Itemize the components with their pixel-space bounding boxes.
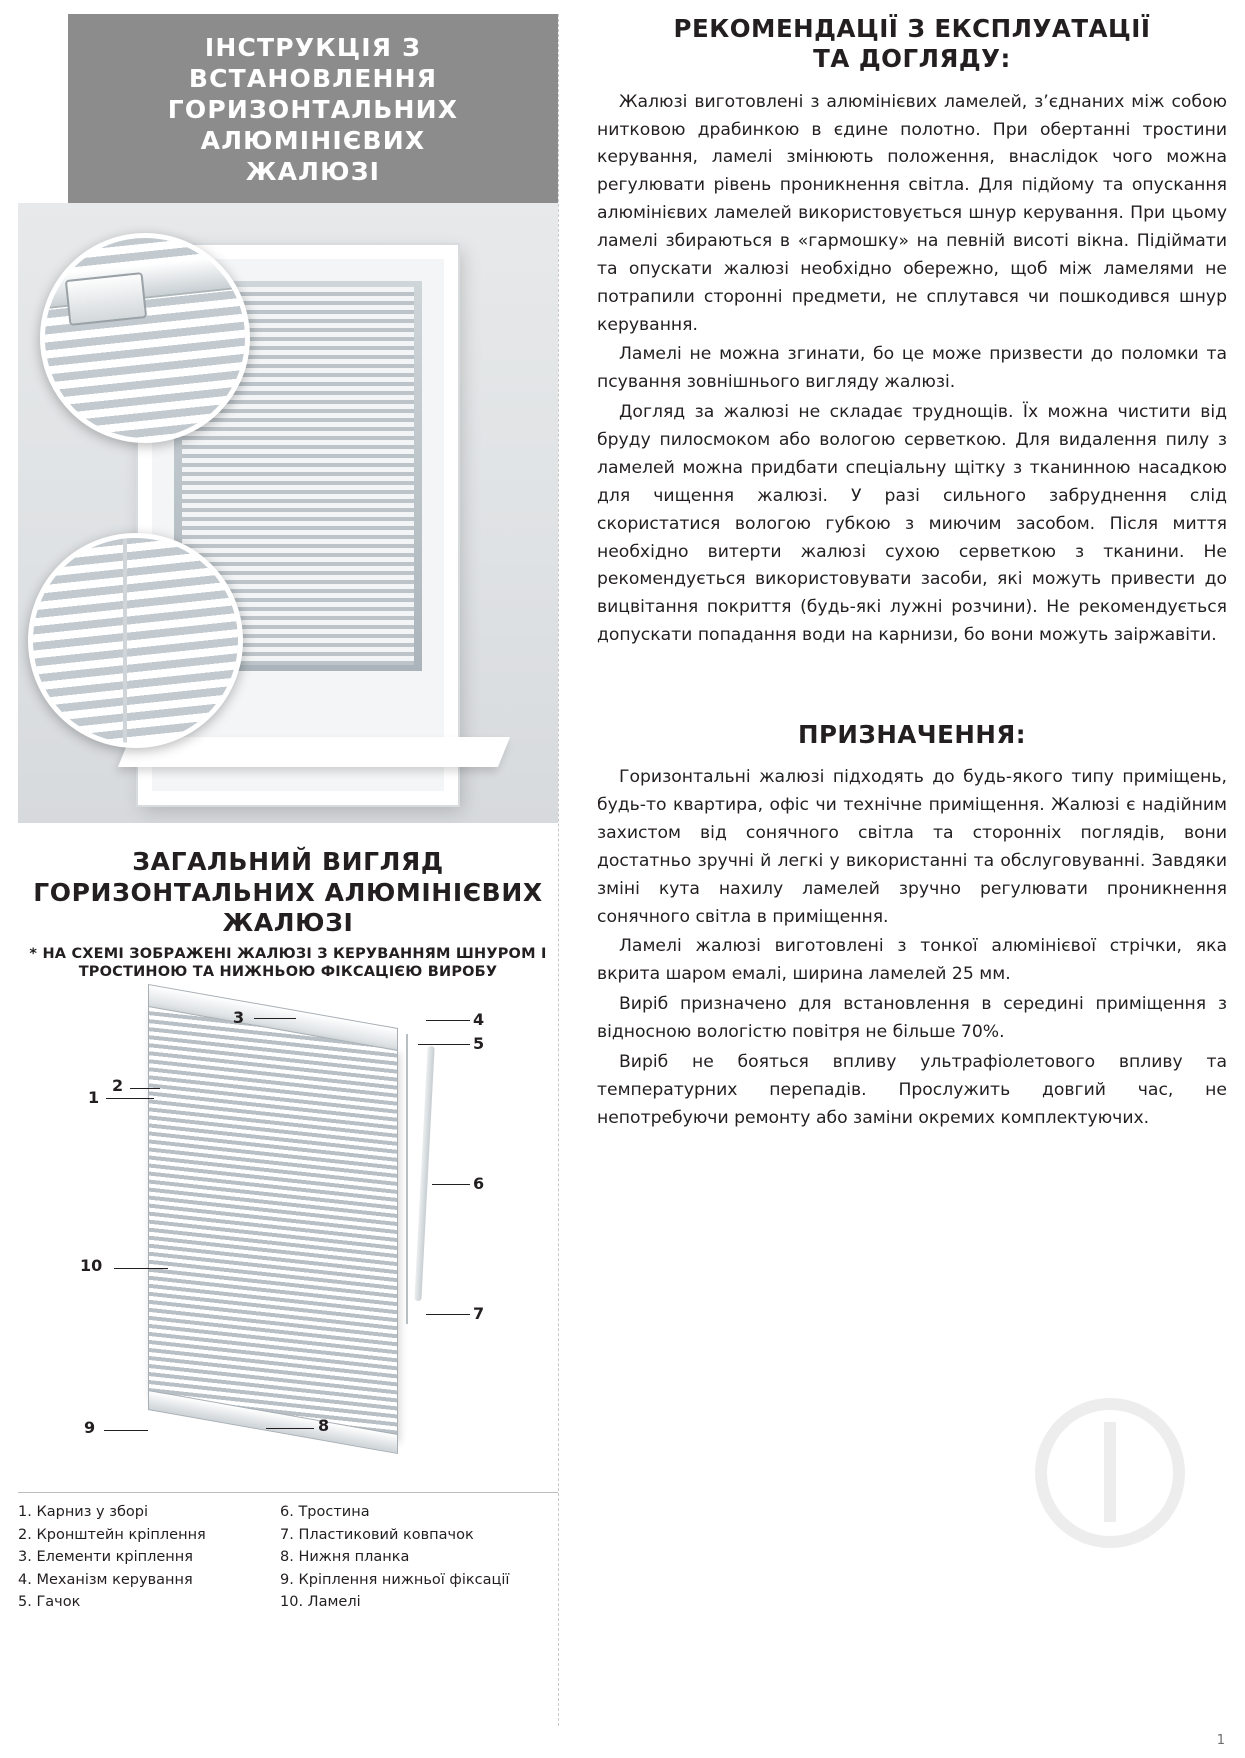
diagram-label-1: 1 (88, 1088, 100, 1108)
instruction-banner (68, 14, 558, 203)
overview-title-line-3: ЖАЛЮЗІ (222, 908, 354, 937)
legend-item: 6. Тростина (280, 1504, 370, 1521)
leader-9 (104, 1430, 148, 1431)
diagram-label-7: 7 (473, 1304, 485, 1324)
leader-6 (432, 1184, 470, 1185)
purpose-title: ПРИЗНАЧЕННЯ: (797, 719, 1027, 749)
leader-2 (130, 1088, 160, 1089)
legend-column-left (18, 1501, 266, 1613)
leader-7 (426, 1314, 470, 1315)
care-title-line-1: РЕКОМЕНДАЦІЇ З ЕКСПЛУАТАЦІЇ (673, 14, 1151, 43)
legend-item: 5. Гачок (18, 1594, 81, 1611)
legend-item: 8. Нижня планка (280, 1549, 410, 1566)
care-recommendations-title (597, 14, 1227, 75)
care-title-line-2: ТА ДОГЛЯДУ: (813, 44, 1011, 74)
watermark-icon-large (1035, 1398, 1185, 1548)
leader-3 (254, 1018, 296, 1019)
diagram-label-5: 5 (473, 1034, 485, 1054)
purpose-paragraph: Горизонтальні жалюзі підходять до будь-якого типу приміщень, будь-то квартира, офіс чи технічне приміщення. Жалюзі є надійним захистом від сонячного світла та сторонніх поглядів, вони достатньо зручні й легкі у використанні та обслуговуванні. Завдяки зміні кута нахилу ламелей зручно регулювати проникнення сонячного світла в приміщення. (597, 767, 1227, 927)
page-number: 1 (1216, 1733, 1225, 1748)
diagram-label-9: 9 (84, 1418, 96, 1438)
diagram-label-10: 10 (80, 1256, 103, 1276)
banner-line-1: ІНСТРУКЦІЯ З ВСТАНОВЛЕННЯ (188, 33, 438, 93)
callout-slats-2 (33, 538, 238, 743)
legend-item: 4. Механізм керування (18, 1571, 193, 1588)
diagram-slats (148, 1006, 398, 1440)
overview-subtitle-line-1: * НА СХЕМІ ЗОБРАЖЕНІ ЖАЛЮЗІ З КЕРУВАННЯМ ШНУРОМ І (29, 945, 547, 962)
installation-photo (18, 203, 558, 823)
care-paragraph: Ламелі не можна згинати, бо це може призвести до поломки та псування зовнішнього вигляду жалюзі. (597, 344, 1227, 393)
page-columns (18, 14, 1227, 1748)
column-divider (558, 14, 559, 1726)
purpose-paragraph: Ламелі жалюзі виготовлені з тонкої алюмінієвої стрічки, яка вкрита шаром емалі, ширина ламелей 25 мм. (597, 936, 1227, 985)
banner-line-3: ЖАЛЮЗІ (245, 157, 381, 186)
diagram-label-6: 6 (473, 1174, 485, 1194)
legend-item: 1. Карниз у зборі (18, 1504, 148, 1521)
banner-line-2: ГОРИЗОНТАЛЬНИХ АЛЮМІНІЄВИХ (167, 95, 459, 155)
legend-item: 3. Елементи кріплення (18, 1549, 193, 1566)
leader-4 (426, 1020, 470, 1021)
blind-diagram (18, 988, 558, 1488)
overview-title (18, 847, 558, 939)
purpose-paragraph: Виріб призначено для встановлення в середині приміщення з відносною вологістю повітря не більше 70%. (597, 994, 1227, 1043)
leader-5 (418, 1044, 470, 1045)
callout-cord (123, 538, 127, 748)
purpose-text (597, 764, 1227, 1132)
diagram-label-4: 4 (473, 1010, 485, 1030)
callout-bracket-detail (40, 233, 250, 443)
leader-1 (106, 1098, 154, 1099)
care-recommendations-text (597, 89, 1227, 650)
legend-item: 9. Кріплення нижньої фіксації (280, 1571, 510, 1588)
care-paragraph: Жалюзі виготовлені з алюмінієвих ламелей, з’єднаних між собою нитковою драбинкою в єдине полотно. При обертанні тростини керування, ламелі змінюють положення, внаслідок чого можна регулювати рівень проникнення світла. Для підйому та опускання алюмінієвих ламелей використовується шнур керування. При цьому ламелі збираються в «гармошку» на певній висоті вікна. Підіймати та опускати жалюзі необхідно обережно, щоб між ламелями не потрапили сторонні предмети, не сплутався чи пошкодився шнур керування. (597, 91, 1227, 335)
right-column (597, 14, 1227, 1748)
legend-item: 2. Кронштейн кріплення (18, 1526, 206, 1543)
purpose-paragraph: Виріб не бояться впливу ультрафіолетового впливу та температурних перепадів. Прослужить довгий час, не непотребуючи ремонту або заміни окремих комплектуючих. (597, 1051, 1227, 1128)
diagram-label-3: 3 (233, 1008, 245, 1028)
diagram-legend (18, 1492, 558, 1613)
overview-subtitle (18, 945, 558, 983)
leader-8 (266, 1428, 314, 1429)
overview-title-line-2: ГОРИЗОНТАЛЬНИХ АЛЮМІНІЄВИХ (33, 877, 543, 907)
left-column (18, 14, 558, 1748)
legend-column-right (280, 1501, 509, 1613)
leader-10 (114, 1268, 168, 1269)
legend-item: 7. Пластиковий ковпачок (280, 1526, 474, 1543)
legend-item: 10. Ламелі (280, 1594, 361, 1611)
overview-title-line-1: ЗАГАЛЬНИЙ ВИГЛЯД (132, 847, 444, 876)
care-paragraph: Догляд за жалюзі не складає труднощів. Їх можна чистити від бруду пилосмоком або вологою серветкою. Для видалення пилу з ламелей можна придбати спеціальну щітку з тканинною насадкою для чищення жалюзі. У разі сильного забруднення слід скористатися вологою губкою з миючим засобом. Після миття необхідно витерти жалюзі сухою серветкою з тканини. Не рекомендується використовувати засоби, які можуть привести до вицвітання покриття (будь-які лужні розчини). Не рекомендується допускати попадання води на карнизи, бо вони можуть заіржавіти. (597, 402, 1227, 646)
callout-slat-detail (28, 533, 243, 748)
diagram-wand (414, 1046, 434, 1301)
callout-bracket (65, 272, 147, 326)
diagram-cord (406, 1034, 408, 1324)
diagram-label-8: 8 (318, 1416, 330, 1436)
overview-subtitle-line-2: ТРОСТИНОЮ ТА НИЖНЬОЮ ФІКСАЦІЄЮ ВИРОБУ (78, 964, 498, 981)
diagram-label-2: 2 (112, 1076, 124, 1096)
